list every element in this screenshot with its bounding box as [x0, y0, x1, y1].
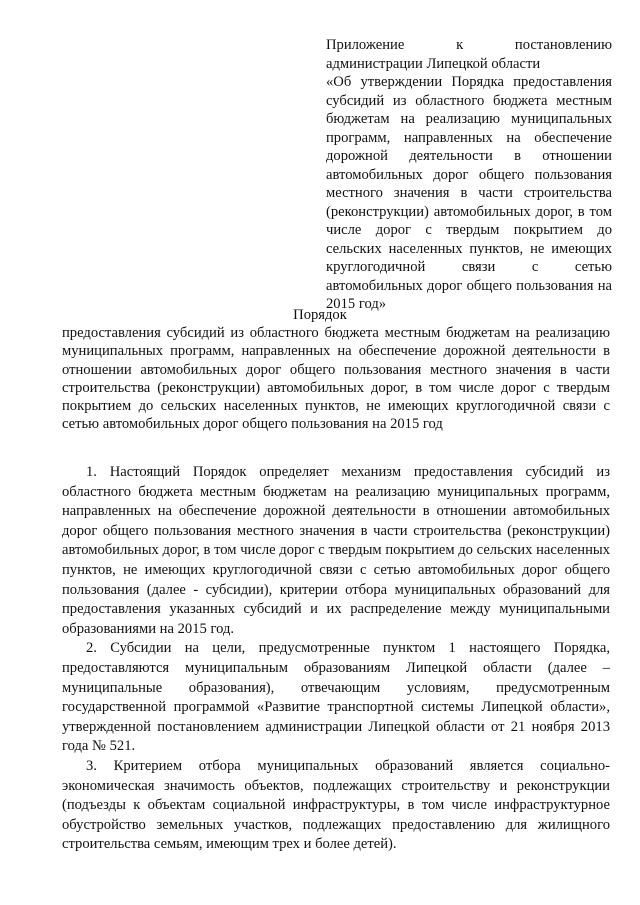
appendix-header [326, 36, 612, 314]
appendix-reference: Приложение к постановлению администрации Липецкой области [326, 37, 612, 72]
paragraph-3: 3. Критерием отбора муниципальных образований является социально-экономическая значимость объектов, подлежащих строительству и реконструкции (подъезды к объектам социальной инфраструктуры, в том числе инфраструктурное обустройство земельных участков, подлежащих предоставлению для жилищного строительства семьям, имеющим трех и более детей). [62, 757, 610, 853]
document-body [62, 463, 610, 855]
appendix-resolution-title: «Об утверждении Порядка предоставления субсидий из областного бюджета местным бюджетам на реализацию муниципальных программ, направленных на обеспечение дорожной деятельности в отношении автомобильных дорог общего пользования местного значения в части строительства (реконструкции) автомобильных дорог, в том числе дорог с твердым покрытием до сельских населенных пунктов, не имеющих круглогодичной связи с сетью автомобильных дорог общего пользования на 2015 год» [326, 74, 612, 312]
paragraph-2: 2. Субсидии на цели, предусмотренные пунктом 1 настоящего Порядка, предоставляются муниципальным образованиям Липецкой области (далее – муниципальные образования), отвечающим условиям, предусмотренным государственной программой «Развитие транспортной системы Липецкой области», утвержденной постановлением администрации Липецкой области от 21 ноября 2013 года № 521. [62, 640, 610, 755]
paragraph-1: 1. Настоящий Порядок определяет механизм предоставления субсидий из областного бюджета местным бюджетам на реализацию муниципальных программ, направленных на обеспечение дорожной деятельности в отношении автомобильных дорог общего пользования местного значения в части строительства (реконструкции) автомобильных дорог, в том числе дорог с твердым покрытием до сельских населенных пунктов, не имеющих круглогодичной связи с сетью автомобильных дорог общего пользования (далее - субсидии), критерии отбора муниципальных образований для предоставления указанных субсидий и их распределение между муниципальными образованиями на 2015 год. [62, 464, 610, 637]
document-subtitle: предоставления субсидий из областного бюджета местным бюджетам на реализацию муниципальных программ, направленных на обеспечение дорожной деятельности в отношении автомобильных дорог общего пользования местного значения в части строительства (реконструкции) автомобильных дорог, в том числе дорог с твердым покрытием до сельских населенных пунктов, не имеющих круглогодичной связи с сетью автомобильных дорог общего пользования на 2015 год [62, 325, 610, 433]
document-title: Порядок [293, 307, 347, 323]
